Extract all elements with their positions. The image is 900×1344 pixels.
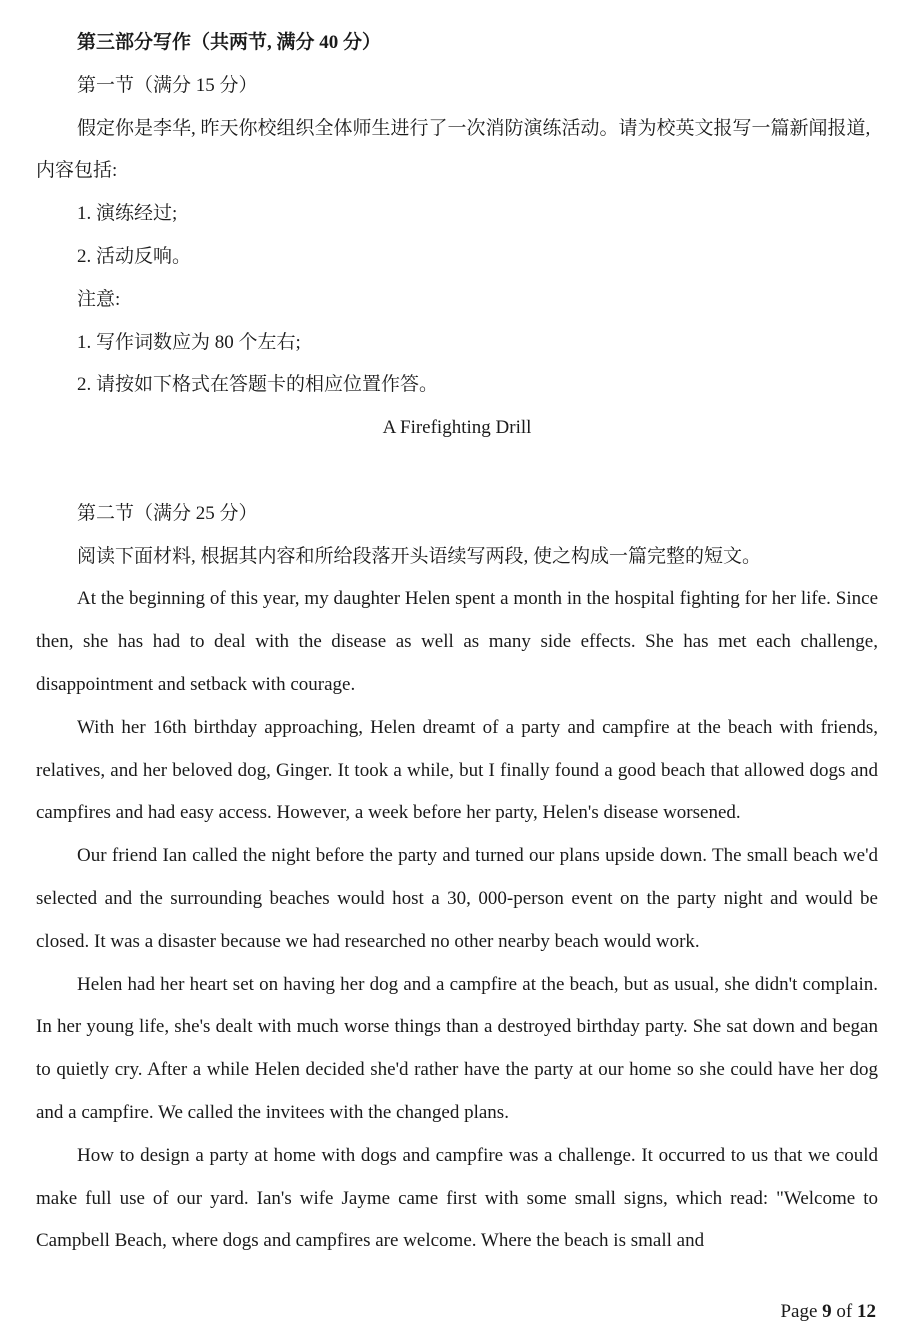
page-label: Page: [780, 1301, 818, 1322]
story-paragraph: At the beginning of this year, my daughter Helen spent a month in the hospital fighting for her life. Since then, she has had to deal with the disease as well as many side effects. She has met each challenge, disappointment and setback with courage.: [36, 588, 878, 695]
essay-title: A Firefighting Drill: [382, 417, 532, 439]
section2-title: 第二节（满分 25 分）: [77, 502, 258, 524]
note-label: 注意:: [77, 288, 121, 310]
section1-item: 2. 活动反响。: [77, 245, 192, 267]
note-item: 2. 请按如下格式在答题卡的相应位置作答。: [77, 374, 439, 396]
section1-prompt: 假定你是李华, 昨天你校组织全体师生进行了一次消防演练活动。请为校英文报写一篇新闻报道, 内容包括:: [36, 117, 871, 182]
story-paragraph: With her 16th birthday approaching, Helen dreamt of a party and campfire at the beach with friends, relatives, and her beloved dog, Ginger. It took a while, but I finally found a good beach that allowed dogs and campfires and had easy access. However, a week before her party, Helen's disease worsened.: [36, 716, 878, 824]
note-item: 1. 写作词数应为 80 个左右;: [77, 331, 301, 353]
section1-item: 1. 演练经过;: [77, 203, 178, 225]
of-label: of: [836, 1301, 853, 1322]
story-paragraph: Our friend Ian called the night before the party and turned our plans upside down. The small beach we'd selected and the surrounding beaches would host a 30, 000-person event on the party night and would be closed. It was a disaster because we had researched no other nearby beach would work.: [36, 845, 878, 952]
total-pages: 12: [857, 1301, 876, 1322]
part-heading: 第三部分写作（共两节, 满分 40 分）: [77, 32, 382, 53]
section1-title: 第一节（满分 15 分）: [77, 74, 258, 96]
page-number: 9: [822, 1301, 832, 1322]
blank-gap: [36, 450, 878, 493]
story-paragraph: How to design a party at home with dogs and campfire was a challenge. It occurred to us that we could make full use of our yard. Ian's wife Jayme came first with some small signs, which read: "Welcome to Campbell Beach, where dogs and campfires are welcome. Where the beach is small and: [36, 1144, 878, 1252]
section2-instruction: 阅读下面材料, 根据其内容和所给段落开头语续写两段, 使之构成一篇完整的短文。: [77, 545, 762, 567]
story-paragraph: Helen had her heart set on having her dog and a campfire at the beach, but as usual, she didn't complain. In her young life, she's dealt with much worse things than a destroyed birthday party. She sat down and began to quietly cry. After a while Helen decided she'd rather have the party at our home so she could have her dog and a campfire. We called the invitees with the changed plans.: [36, 973, 878, 1123]
page-footer: [780, 1298, 876, 1326]
document-page: [36, 22, 878, 1263]
